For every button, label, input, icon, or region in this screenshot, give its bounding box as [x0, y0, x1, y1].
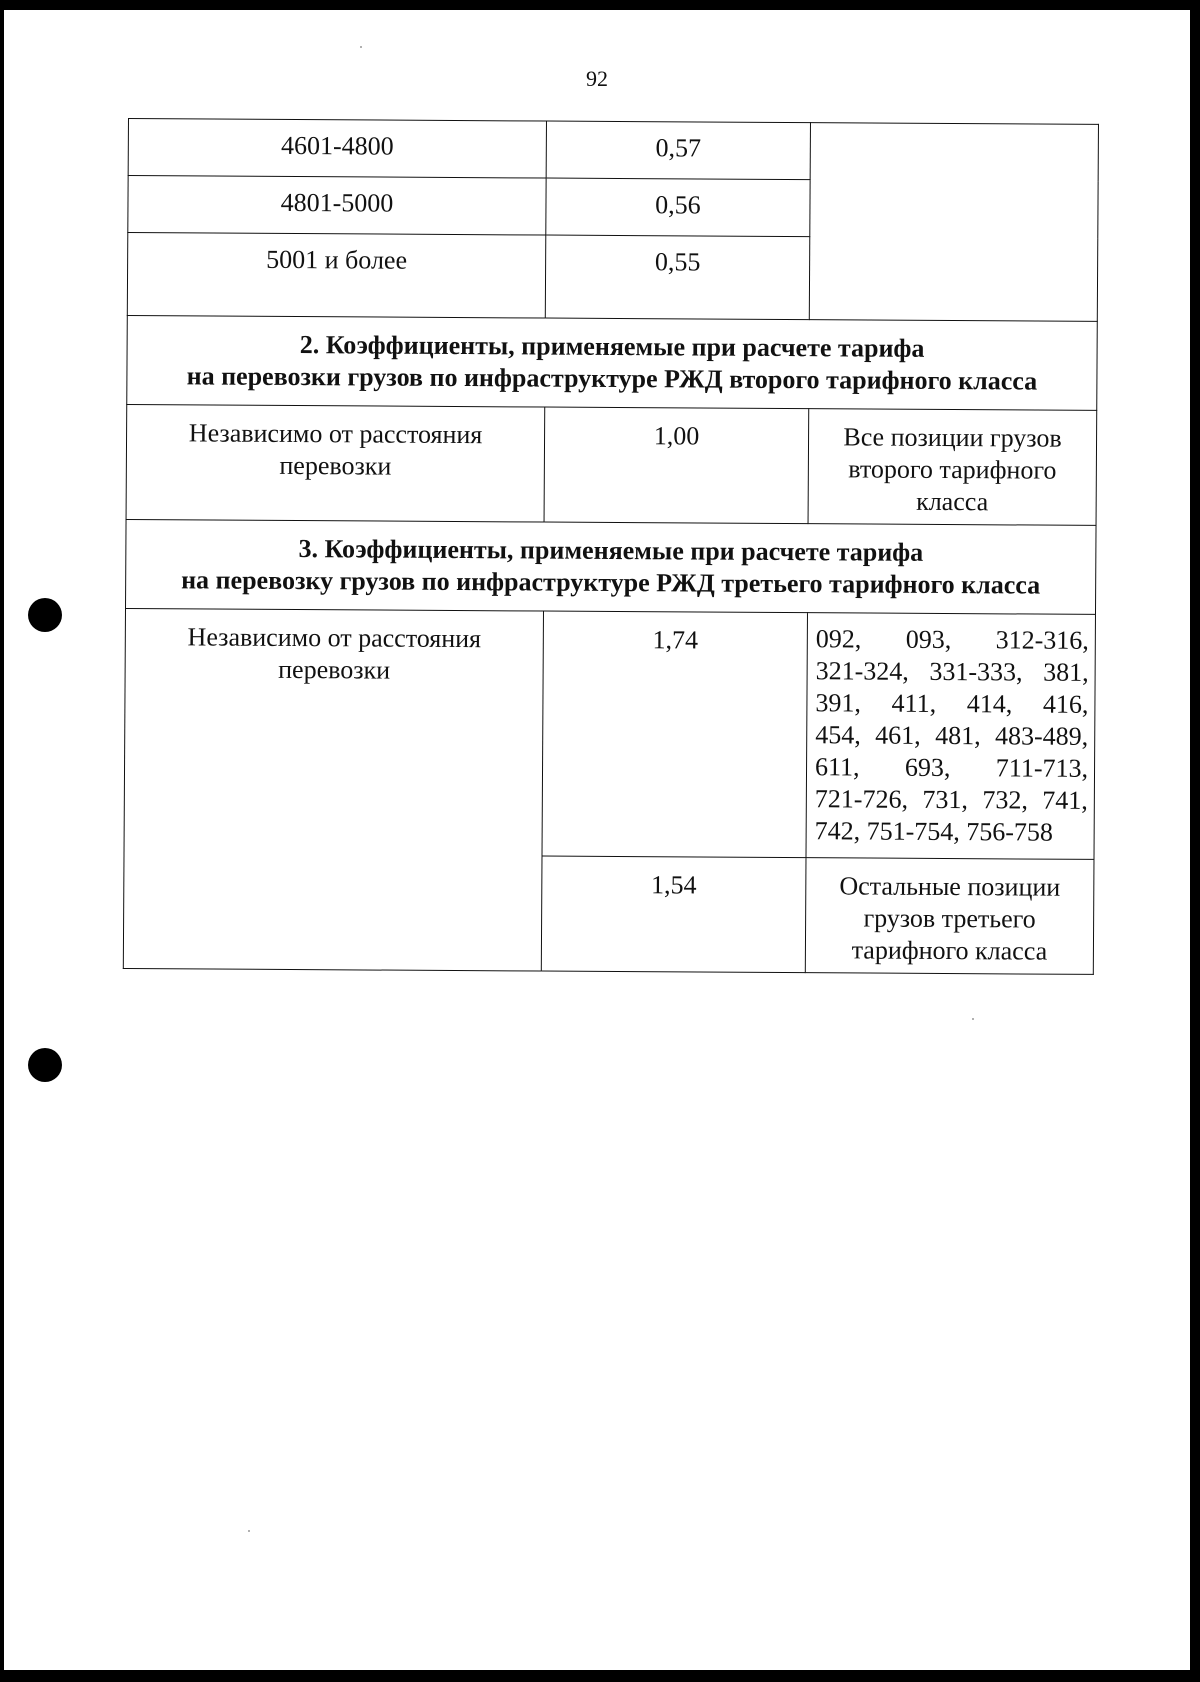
distance-cell: Независимо от расстояния перевозки: [123, 608, 543, 971]
section-2-heading: [127, 315, 1098, 410]
cargo-codes-line: 742, 751-754, 756-758: [814, 816, 1054, 847]
distance-range-cell: 4601-4800: [128, 119, 546, 179]
punch-hole: [28, 1048, 62, 1082]
coefficient-cell: 0,57: [546, 121, 810, 180]
tariff-coefficients-table: [123, 118, 1099, 975]
coefficient-cell: 0,56: [546, 178, 810, 237]
coefficient-cell: 0,55: [545, 235, 810, 320]
cargo-codes-line: 454, 461, 481, 483-489,: [815, 720, 1089, 751]
section-2-title-line-1: 2. Коэффициенты, применяемые при расчете тарифа: [299, 330, 925, 363]
cargo-codes-line: 321-324, 331-333, 381,: [815, 656, 1089, 687]
section-3-title-line-1: 3. Коэффициенты, применяемые при расчете тарифа: [298, 534, 924, 567]
cargo-codes-line: 721-726, 731, 732, 741,: [814, 784, 1088, 815]
coefficient-cell: 1,54: [541, 856, 806, 973]
section-3-title-line-2: на перевозку грузов по инфраструктуре РЖД третьего тарифного класса: [181, 565, 1041, 600]
cargo-codes-cell: [806, 613, 1095, 860]
section-2-title-line-2: на перевозки грузов по инфраструктуре РЖД второго тарифного класса: [186, 361, 1038, 396]
cargo-codes-line: 391, 411, 414, 416,: [815, 688, 1089, 719]
section-heading-row: [126, 519, 1097, 614]
table-row: [128, 119, 1098, 182]
distance-range-cell: 4801-5000: [128, 176, 546, 236]
scan-speck: [248, 1530, 250, 1532]
scan-speck: [360, 46, 362, 48]
empty-positions-cell: [809, 123, 1098, 322]
distance-range-cell: 5001 и более: [127, 233, 545, 319]
scan-speck: [972, 1018, 974, 1020]
coefficient-cell: 1,74: [542, 611, 807, 858]
punch-hole: [28, 598, 62, 632]
cargo-codes-line: 092, 093, 312-316,: [815, 624, 1089, 655]
positions-cell: Остальные позиции грузов третьего тарифного класса: [805, 858, 1094, 975]
cargo-codes-line: 611, 693, 711-713,: [814, 752, 1089, 783]
section-3-heading: [126, 519, 1097, 614]
document-page: [4, 10, 1190, 1670]
coefficient-cell: 1,00: [544, 407, 809, 524]
section-heading-row: [127, 315, 1098, 410]
positions-cell: Все позиции грузов второго тарифного класса: [808, 409, 1097, 526]
table-row: [126, 404, 1097, 525]
distance-cell: Независимо от расстояния перевозки: [126, 404, 545, 522]
page-number: 92: [586, 66, 608, 91]
table-row: [124, 608, 1095, 859]
